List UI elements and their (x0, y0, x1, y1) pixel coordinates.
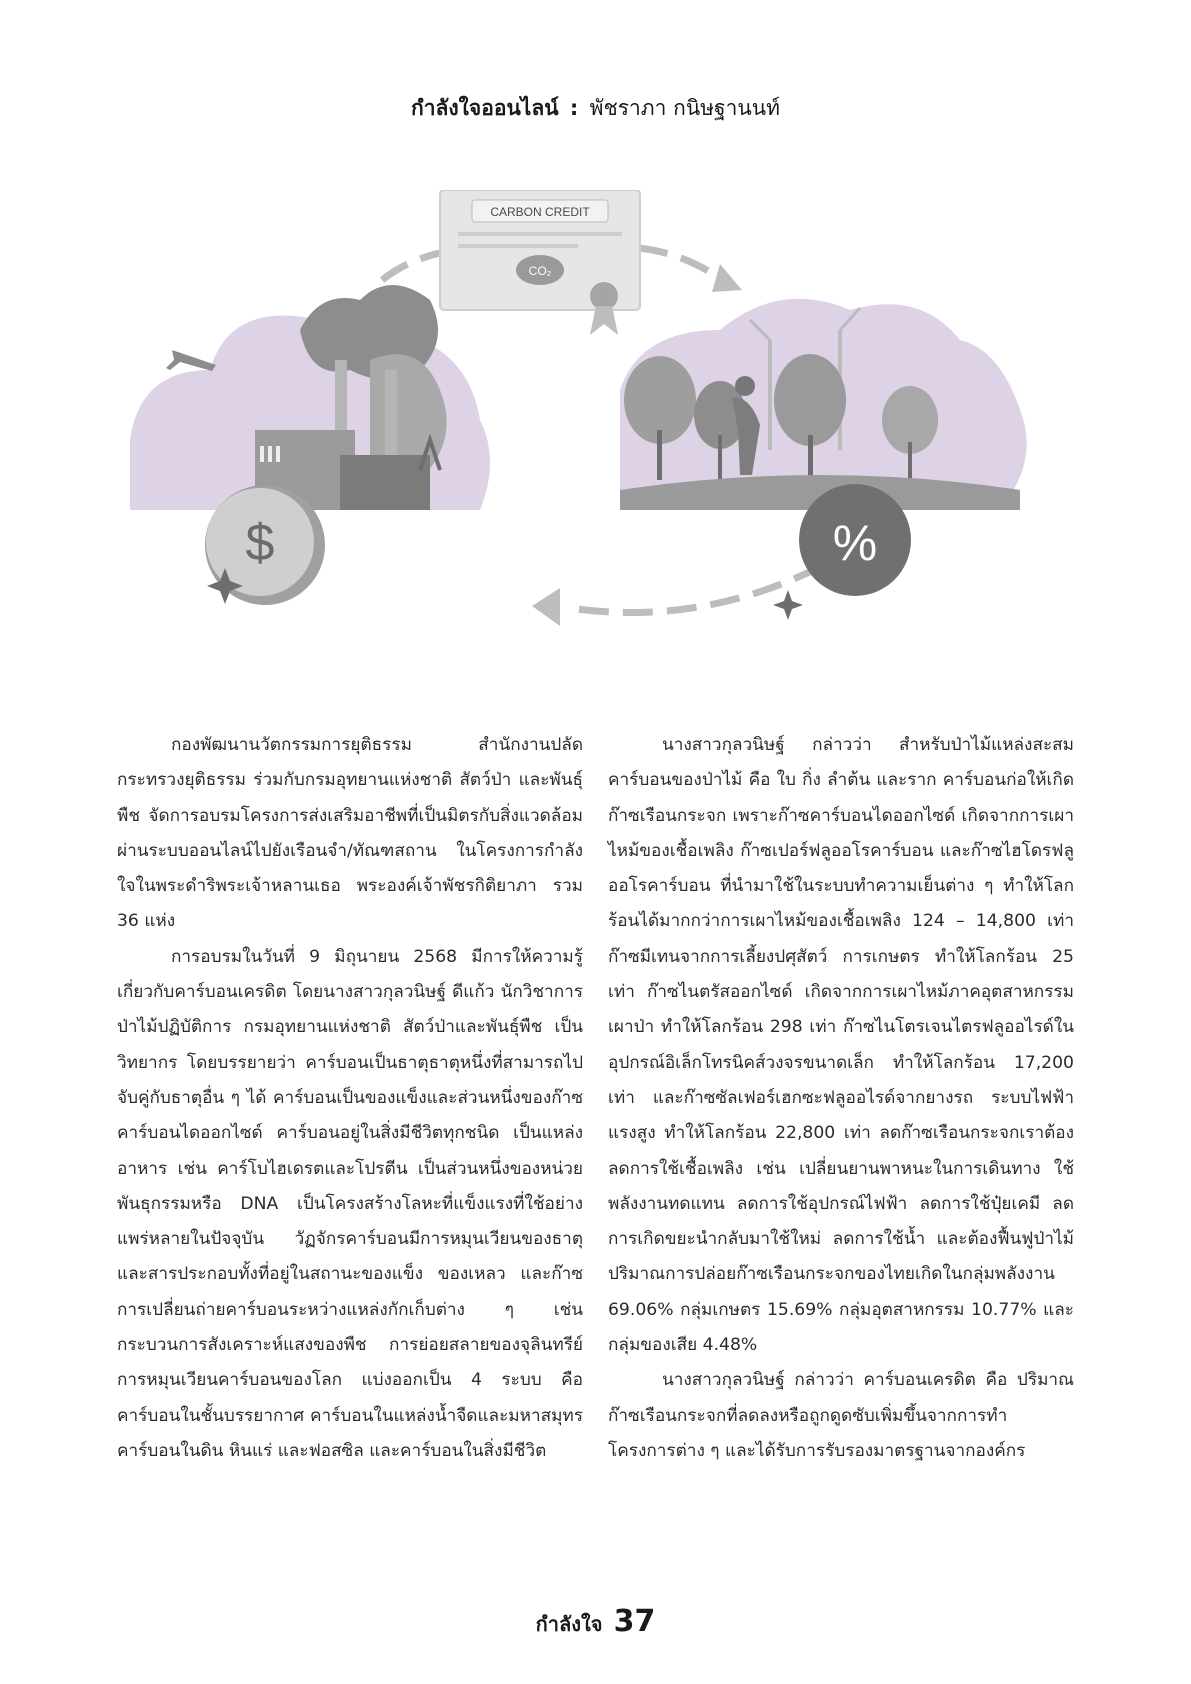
carbon-credit-illustration (120, 190, 1080, 670)
article-column-right (608, 728, 1074, 1469)
article-column-left (117, 728, 583, 1469)
airplane-icon (166, 350, 216, 371)
article-paragraph: การอบรมในวันที่ 9 มิถุนายน 2568 มีการให้ความรู้เกี่ยวกับคาร์บอนเครดิต โดยนางสาวกุลวนิษฐ์ ดีแก้ว นักวิชาการป่าไม้ปฏิบัติการ กรมอุทยานแห่งชาติ สัตว์ป่าและพันธุ์พืช เป็นวิทยากร โดยบรรยายว่า คาร์บอนเป็นธาตุธาตุหนึ่งที่สามารถไปจับคู่กับธาตุอื่น ๆ ได้ คาร์บอนเป็นของแข็งและส่วนหนึ่งของก๊าซคาร์บอนไดออกไซด์ คาร์บอนอยู่ในสิ่งมีชีวิตทุกชนิด เป็นแหล่งอาหาร เช่น คาร์โบไฮเดรตและโปรตีน เป็นส่วนหนึ่งของหน่วยพันธุกรรมหรือ DNA เป็นโครงสร้างโลหะที่แข็งแรงที่ใช้อย่างแพร่หลายในปัจจุบัน วัฏจักรคาร์บอนมีการหมุนเวียนของธาตุและสารประกอบทั้งที่อยู่ในสถานะของแข็ง ของเหลว และก๊าซ การเปลี่ยนถ่ายคาร์บอนระหว่างแหล่งกักเก็บต่าง ๆ เช่น กระบวนการสังเคราะห์แสงของพืช การย่อยสลายของจุลินทรีย์ การหมุนเวียนคาร์บอนของโลก แบ่งออกเป็น 4 ระบบ คือ คาร์บอนในชั้นบรรยากาศ คาร์บอนในแหล่งน้ำจืดและมหาสมุทร คาร์บอนในดิน หินแร่ และฟอสซิล และคาร์บอนในสิ่งมีชีวิต (117, 946, 583, 1461)
carbon-credit-certificate (440, 190, 640, 335)
arrow-head-right (712, 264, 742, 292)
article-paragraph: นางสาวกุลวนิษฐ์ กล่าวว่า สำหรับป่าไม้แหล่งสะสมคาร์บอนของป่าไม้ คือ ใบ กิ่ง ลำต้น และราก คาร์บอนก่อให้เกิดก๊าซเรือนกระจก เพราะก๊าซคาร์บอนไดออกไซด์ เกิดจากการเผาไหม้ของเชื้อเพลิง ก๊าซเปอร์ฟลูออโรคาร์บอน และก๊าซไฮโดรฟลูออโรคาร์บอน ที่นำมาใช้ในระบบทำความเย็นต่าง ๆ ทำให้โลกร้อนได้มากกว่าการเผาไหม้ของเชื้อเพลิง 124 – 14,800 เท่า ก๊าซมีเทนจากการเลี้ยงปศุสัตว์ การเกษตร ทำให้โลกร้อน 25 เท่า ก๊าซไนตรัสออกไซด์ เกิดจากการเผาไหม้ภาคอุตสาหกรรม เผาป่า ทำให้โลกร้อน 298 เท่า ก๊าซไนโตรเจนไตรฟลูออไรด์ในอุปกรณ์อิเล็กโทรนิคส์วงจรขนาดเล็ก ทำให้โลกร้อน 17,200 เท่า และก๊าซซัลเฟอร์เฮกซะฟลูออไรด์จากยางรถ ระบบไฟฟ้าแรงสูง ทำให้โลกร้อน 22,800 เท่า ลดก๊าซเรือนกระจกเราต้องลดการใช้เชื้อเพลิง เช่น เปลี่ยนยานพาหนะในการเดินทาง ใช้พลังงานทดแทน ลดการใช้อุปกรณ์ไฟฟ้า ลดการใช้ปุ๋ยเคมี ลดการเกิดขยะนำกลับมาใช้ใหม่ ลดการใช้น้ำ และต้องฟื้นฟูป่าไม้ ปริมาณการปล่อยก๊าซเรือนกระจกของไทยเกิดในกลุ่มพลังงาน 69.06% กลุ่มเกษตร 15.69% กลุ่มอุตสาหกรรม 10.77% และกลุ่มของเสีย 4.48% (608, 735, 1074, 1356)
header-separator: : (569, 96, 579, 120)
author-name: พัชราภา กนิษฐานนท์ (589, 96, 780, 120)
sparkle-icon (773, 590, 803, 620)
forest-scene (620, 299, 1027, 510)
certificate-title: CARBON CREDIT (490, 205, 590, 219)
article-paragraph: นางสาวกุลวนิษฐ์ กล่าวว่า คาร์บอนเครดิต คือ ปริมาณก๊าซเรือนกระจกที่ลดลงหรือถูกดูดซับเพิ่มขึ้นจากการทำโครงการต่าง ๆ และได้รับการรับรองมาตรฐานจากองค์กร (608, 1370, 1074, 1461)
arrow-head-left (532, 588, 560, 626)
dollar-symbol: $ (245, 514, 275, 572)
section-title: กำลังใจออนไลน์ (411, 96, 559, 120)
percent-badge (799, 484, 911, 596)
page-header (0, 92, 1191, 125)
percent-symbol: % (832, 515, 878, 571)
article-paragraph: กองพัฒนานวัตกรรมการยุติธรรม สำนักงานปลัดกระทรวงยุติธรรม ร่วมกับกรมอุทยานแห่งชาติ สัตว์ป่า และพันธุ์พืช จัดการอบรมโครงการส่งเสริมอาชีพที่เป็นมิตรกับสิ่งแวดล้อมผ่านระบบออนไลน์ไปยังเรือนจำ/ทัณฑสถาน ในโครงการกำลังใจในพระดำริพระเจ้าหลานเธอ พระองค์เจ้าพัชรกิติยาภา รวม 36 แห่ง (117, 735, 583, 932)
co2-label: CO₂ (528, 264, 552, 278)
magazine-name: กำลังใจ (535, 1612, 603, 1636)
factory-scene (130, 285, 490, 510)
page-number: 37 (613, 1604, 656, 1639)
page-footer (0, 1604, 1191, 1640)
